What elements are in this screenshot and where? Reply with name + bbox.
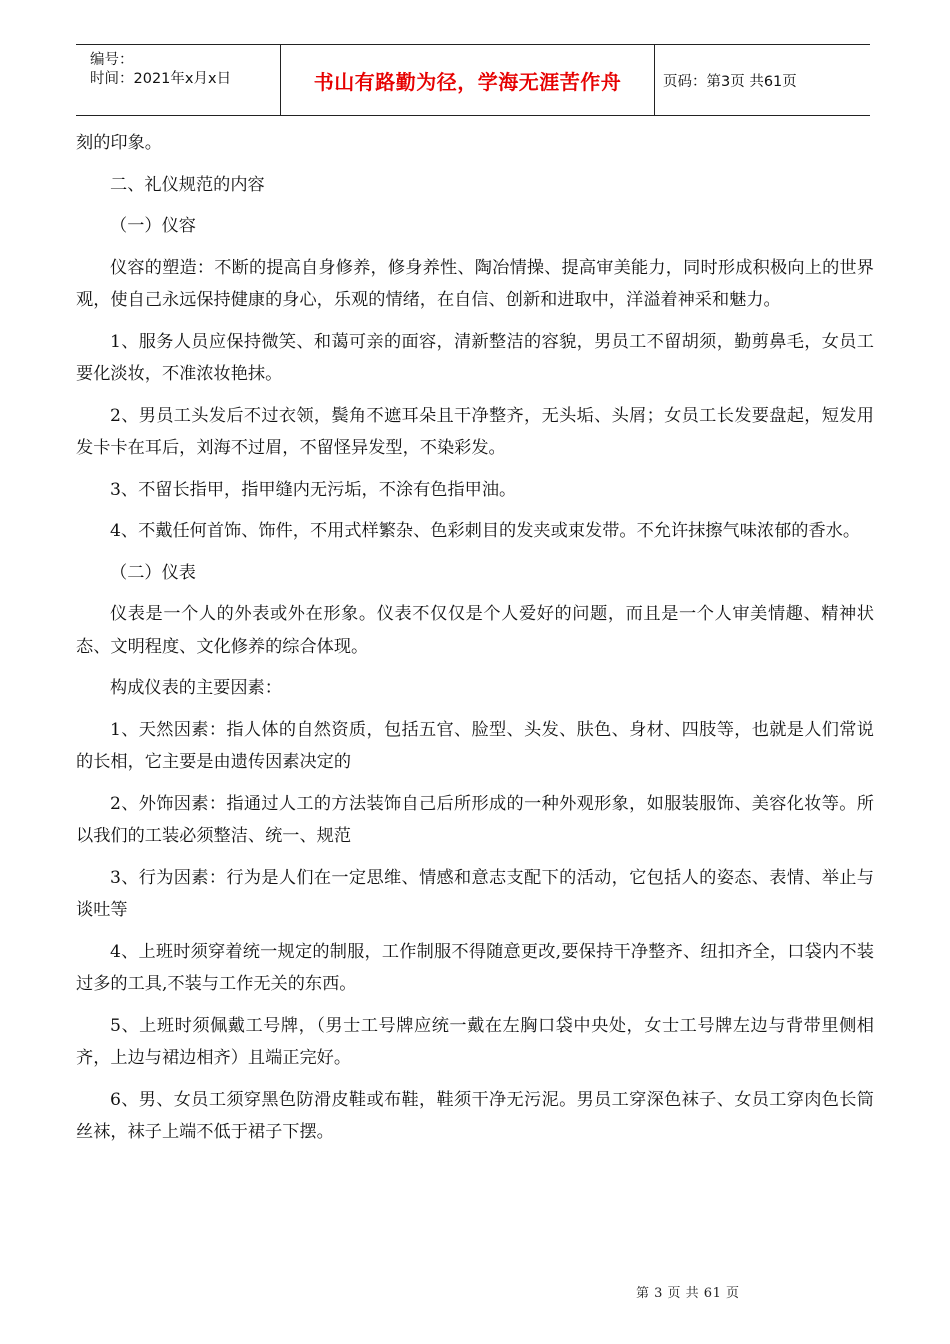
list-item: 1、服务人员应保持微笑、和蔼可亲的面容，清新整洁的容貌，男员工不留胡须，勤剪鼻毛，女员工要化淡妆，不准浓妆艳抹。 xyxy=(76,331,874,384)
subsection-heading: （二）仪表 xyxy=(110,562,196,583)
list-item: 3、行为因素：行为是人们在一定思维、情感和意志支配下的活动，它包括人的姿态、表情、举止与谈吐等 xyxy=(76,867,874,920)
list-item: 5、上班时须佩戴工号牌，（男士工号牌应统一戴在左胸口袋中央处，女士工号牌左边与背带里侧相齐，上边与裙边相齐）且端正完好。 xyxy=(76,1015,874,1068)
list-item: 2、外饰因素：指通过人工的方法装饰自己后所形成的一种外观形象，如服装服饰、美容化妆等。所以我们的工装必须整洁、统一、规范 xyxy=(76,793,874,846)
header-page-info: 页码：第3页 共61页 xyxy=(663,73,797,90)
header-motto-cell xyxy=(281,45,655,115)
header-number-label: 编号： xyxy=(90,52,134,68)
list-item: 4、上班时须穿着统一规定的制服，工作制服不得随意更改,要保持干净整齐、纽扣齐全，口袋内不装过多的工具,不装与工作无关的东西。 xyxy=(76,941,874,994)
list-item: 4、不戴任何首饰、饰件，不用式样繁杂、色彩刺目的发夹或束发带。不允许抹擦气味浓郁的香水。 xyxy=(110,521,861,541)
header-meta-cell xyxy=(76,45,281,115)
paragraph: 仪表是一个人的外表或外在形象。仪表不仅仅是个人爱好的问题，而且是一个人审美情趣、精神状态、文明程度、文化修养的综合体现。 xyxy=(76,604,874,657)
header-time-label: 时间：2021年x月x日 xyxy=(90,71,232,87)
list-item: 6、男、女员工须穿黑色防滑皮鞋或布鞋，鞋须干净无污泥。男员工穿深色袜子、女员工穿肉色长筒丝袜，袜子上端不低于裙子下摆。 xyxy=(76,1089,874,1142)
page-footer xyxy=(636,1282,739,1301)
paragraph-continuation: 刻的印象。 xyxy=(76,133,162,153)
footer-page-number: 第 3 页 共 61 页 xyxy=(636,1286,740,1301)
page-header xyxy=(76,44,870,116)
paragraph: 构成仪表的主要因素： xyxy=(110,678,282,698)
subsection-heading: （一）仪容 xyxy=(110,216,196,236)
section-heading: 二、礼仪规范的内容 xyxy=(110,174,265,195)
list-item: 2、男员工头发后不过衣领，鬓角不遮耳朵且干净整齐，无头垢、头屑；女员工长发要盘起，短发用发卡卡在耳后，刘海不过眉，不留怪异发型，不染彩发。 xyxy=(76,405,874,458)
document-body xyxy=(76,127,874,1158)
header-motto: 书山有路勤为径，学海无涯苦作舟 xyxy=(313,69,622,94)
paragraph: 仪容的塑造：不断的提高自身修养，修身养性、陶冶情操、提高审美能力，同时形成积极向上的世界观，使自己永远保持健康的身心，乐观的情绪，在自信、创新和进取中，洋溢着神采和魅力。 xyxy=(76,257,874,310)
list-item: 3、不留长指甲，指甲缝内无污垢，不涂有色指甲油。 xyxy=(110,479,517,500)
header-page-cell xyxy=(655,45,870,115)
list-item: 1、天然因素：指人体的自然资质，包括五官、脸型、头发、肤色、身材、四肢等，也就是人们常说的长相，它主要是由遗传因素决定的 xyxy=(76,719,874,772)
